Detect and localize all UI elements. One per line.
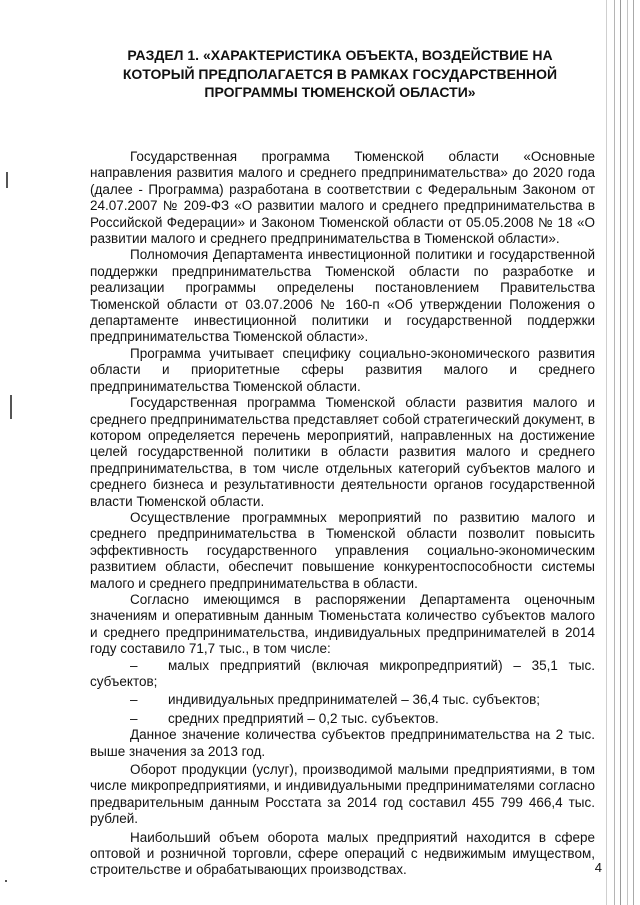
- scan-edge-line: [620, 0, 621, 905]
- subject-categories-list: [90, 658, 595, 728]
- scan-speck: [5, 880, 7, 882]
- paragraph-largest-turnover: Наибольший объем оборота малых предприятий находится в сфере оптовой и розничной торговли, сфере операций с недвижимым имуществом, строительстве и обрабатывающих производствах.: [90, 829, 595, 878]
- paragraph-turnover: Оборот продукции (услуг), производимой малыми предприятиями, в том числе микропредприятиями, и индивидуальными предпринимателями согласно предварительным данным Росстата за 2014 год составил 455 799 466,4 тыс. рублей.: [90, 762, 595, 827]
- page-number: 4: [594, 860, 602, 875]
- document-body: [90, 149, 595, 879]
- paragraph-department-authority: Полномочия Департамента инвестиционной политики и государственной поддержки предпринимательства Тюменской области по разработке и реализации программы определены постановлением Правительства Тюменской области от 03.07.2006 № 160-п «Об утверждении Положения о департаменте инвестиционной политики и государственной поддержки предпринимательства Тюменской области».: [90, 247, 595, 345]
- list-dash: –: [130, 710, 138, 726]
- list-item: [90, 692, 595, 708]
- list-item-text: индивидуальных предпринимателей – 36,4 тыс. субъектов;: [168, 692, 541, 708]
- list-item-text: малых предприятий (включая микропредприятий) – 35,1 тыс. субъектов;: [90, 657, 595, 689]
- list-item: [90, 711, 595, 727]
- scan-edge-line: [614, 0, 615, 905]
- scan-edge-line: [627, 0, 628, 905]
- paragraph-subject-count: Согласно имеющимся в распоряжении Департамента оценочным значениям и оперативным данным Тюменьстата количество субъектов малого и среднего предпринимательства, индивидуальных предпринимателей в 2014 году составило 71,7 тыс., в том числе:: [90, 591, 595, 657]
- list-dash: –: [130, 692, 138, 708]
- paragraph-strategic-document: Государственная программа Тюменской области развития малого и среднего предпринимательства представляет собой стратегический документ, в котором определяется перечень мероприятий, направленных на достижение целей государственной политики в области развития малого и среднего предпринимательства, в том числе отдельных категорий субъектов малого и среднего бизнеса и результативности деятельности органов государственной власти Тюменской области.: [90, 395, 595, 509]
- scan-edge-line: [633, 0, 634, 905]
- scan-edge-line: [606, 0, 607, 905]
- paragraph-program-basis: Государственная программа Тюменской области «Основные направления развития малого и среднего предпринимательства» до 2020 года (далее - Программа) разработана в соответствии с Федеральным Законом от 24.07.2007 № 209-ФЗ «О развитии малого и среднего предпринимательства в Российской Федерации» и Законом Тюменской области от 05.05.2008 № 18 «О развитии малого и среднего предпринимательства в Тюменской области».: [90, 149, 595, 247]
- list-dash: –: [130, 657, 138, 673]
- list-item: [90, 658, 595, 691]
- list-item-text: средних предприятий – 0,2 тыс. субъектов.: [168, 710, 439, 726]
- paragraph-program-specifics: Программа учитывает специфику социально-экономического развития области и приоритетные сферы развития малого и среднего предпринимательства Тюменской области.: [90, 345, 595, 394]
- section-title: РАЗДЕЛ 1. «ХАРАКТЕРИСТИКА ОБЪЕКТА, ВОЗДЕЙСТВИЕ НА КОТОРЫЙ ПРЕДПОЛАГАЕТСЯ В РАМКАХ ГОСУДАРСТВЕННОЙ ПРОГРАММЫ ТЮМЕНСКОЙ ОБЛАСТИ»: [122, 47, 558, 100]
- scan-speck: [10, 395, 12, 419]
- paragraph-program-effect: Осуществление программных мероприятий по развитию малого и среднего предпринимательства в Тюменской области позволит повысить эффективность государственного управления социально-экономическим развитием области, обеспечит повышение конкурентоспособности системы малого и среднего предпринимательства в области.: [90, 509, 595, 591]
- scan-speck: [6, 172, 8, 188]
- paragraph-subject-growth: Данное значение количества субъектов предпринимательства на 2 тыс. выше значения за 2013 год.: [90, 727, 595, 759]
